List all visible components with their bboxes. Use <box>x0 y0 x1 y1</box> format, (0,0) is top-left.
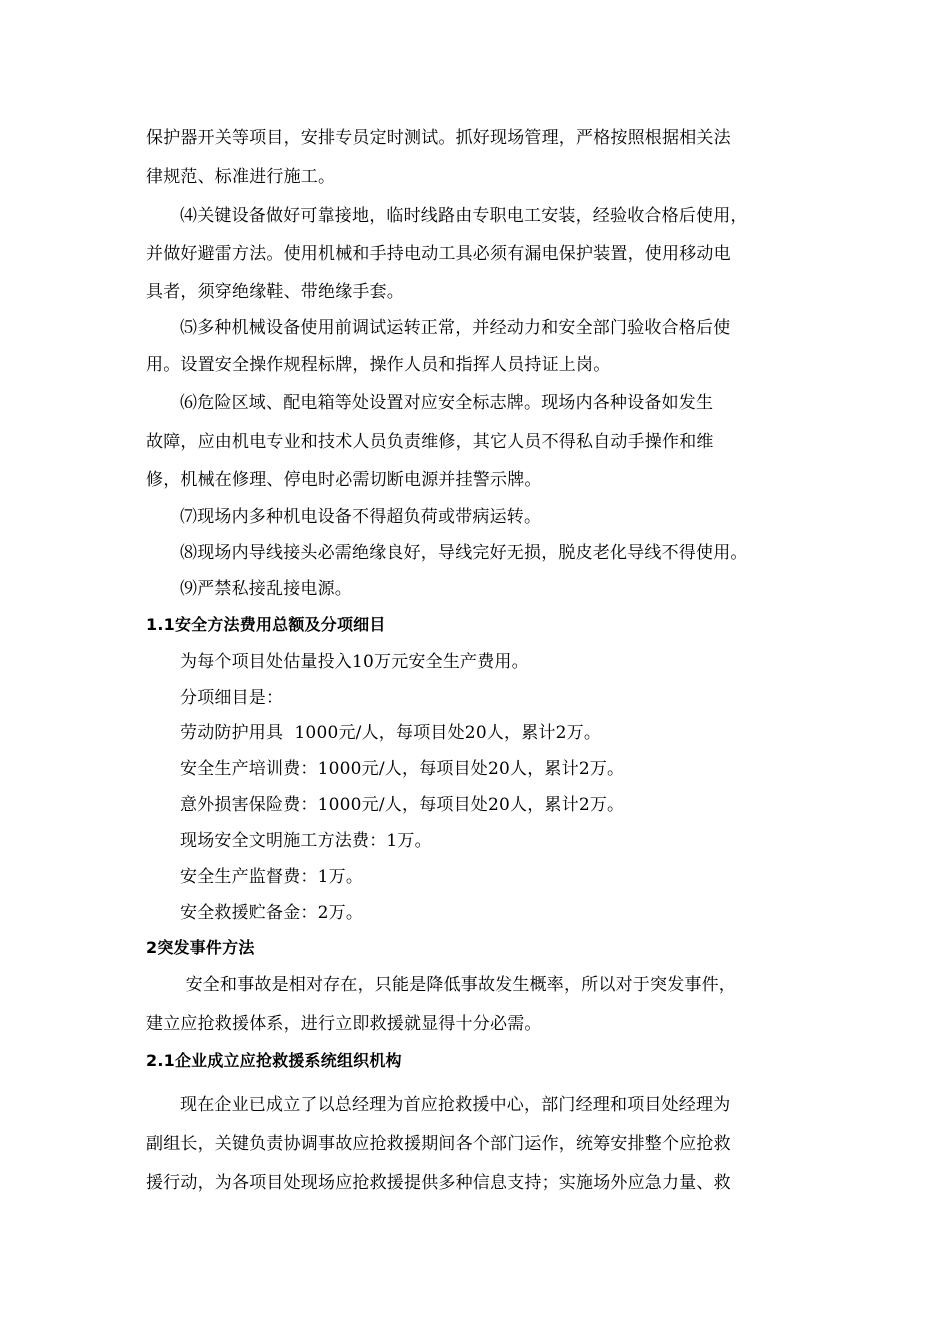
body-line: 故障，应由机电专业和技术人员负责维修，其它人员不得私自动手操作和维 <box>146 432 714 452</box>
cost-item: 安全生产培训费：1000元/人，每项目处20人，累计2万。 <box>180 759 625 779</box>
body-line: 现在企业已成立了以总经理为首应抢救援中心，部门经理和项目处经理为 <box>180 1095 731 1115</box>
cost-item: 现场安全文明施工方法费：1万。 <box>180 831 432 851</box>
body-line: 分项细目是： <box>180 688 284 708</box>
body-line: 并做好避雷方法。使用机械和手持电动工具必须有漏电保护装置，使用移动电 <box>146 244 731 264</box>
list-item-8: ⑻现场内导线接头必需绝缘良好，导线完好无损，脱皮老化导线不得使用。 <box>180 543 748 563</box>
cost-item: 安全生产监督费：1万。 <box>180 867 364 887</box>
list-item-9: ⑼严禁私接乱接电源。 <box>180 579 352 599</box>
body-line: 保护器开关等项目，安排专员定时测试。抓好现场管理，严格按照根据相关法 <box>146 128 731 148</box>
section-heading-2-1: 2.1企业成立应抢救援系统组织机构 <box>146 1051 402 1070</box>
list-item-7: ⑺现场内多种机电设备不得超负荷或带病运转。 <box>180 507 542 527</box>
body-line: 修，机械在修理、停电时必需切断电源并挂警示牌。 <box>146 470 542 490</box>
body-line: 援行动，为各项目处现场应抢救援提供多种信息支持；实施场外应急力量、救 <box>146 1173 731 1193</box>
list-item-4: ⑷关键设备做好可靠接地，临时线路由专职电工安装，经验收合格后使用， <box>180 206 748 226</box>
body-line: 建立应抢救援体系，进行立即救援就显得十分必需。 <box>146 1014 542 1034</box>
body-line: 具者，须穿绝缘鞋、带绝缘手套。 <box>146 282 404 302</box>
cost-item: 安全救援贮备金：2万。 <box>180 903 364 923</box>
body-line: 用。设置安全操作规程标牌，操作人员和指挥人员持证上岗。 <box>146 355 611 375</box>
section-heading-1-1: 1.1安全方法费用总额及分项细目 <box>146 615 386 634</box>
body-line: 安全和事故是相对存在，只能是降低事故发生概率，所以对于突发事件， <box>180 975 737 995</box>
body-line: 副组长，关键负责协调事故应抢救援期间各个部门运作，统筹安排整个应抢救 <box>146 1134 731 1154</box>
list-item-6: ⑹危险区域、配电箱等处设置对应安全标志牌。现场内各种设备如发生 <box>180 393 714 413</box>
list-item-5: ⑸多种机械设备使用前调试运转正常，并经动力和安全部门验收合格后使 <box>180 318 731 338</box>
section-heading-2: 2突发事件方法 <box>146 938 255 957</box>
cost-item: 劳动防护用具 1000元/人，每项目处20人，累计2万。 <box>180 723 602 743</box>
body-line: 为每个项目处估量投入10万元安全生产费用。 <box>180 652 529 672</box>
body-line: 律规范、标准进行施工。 <box>146 167 336 187</box>
cost-item: 意外损害保险费：1000元/人，每项目处20人，累计2万。 <box>180 795 625 815</box>
